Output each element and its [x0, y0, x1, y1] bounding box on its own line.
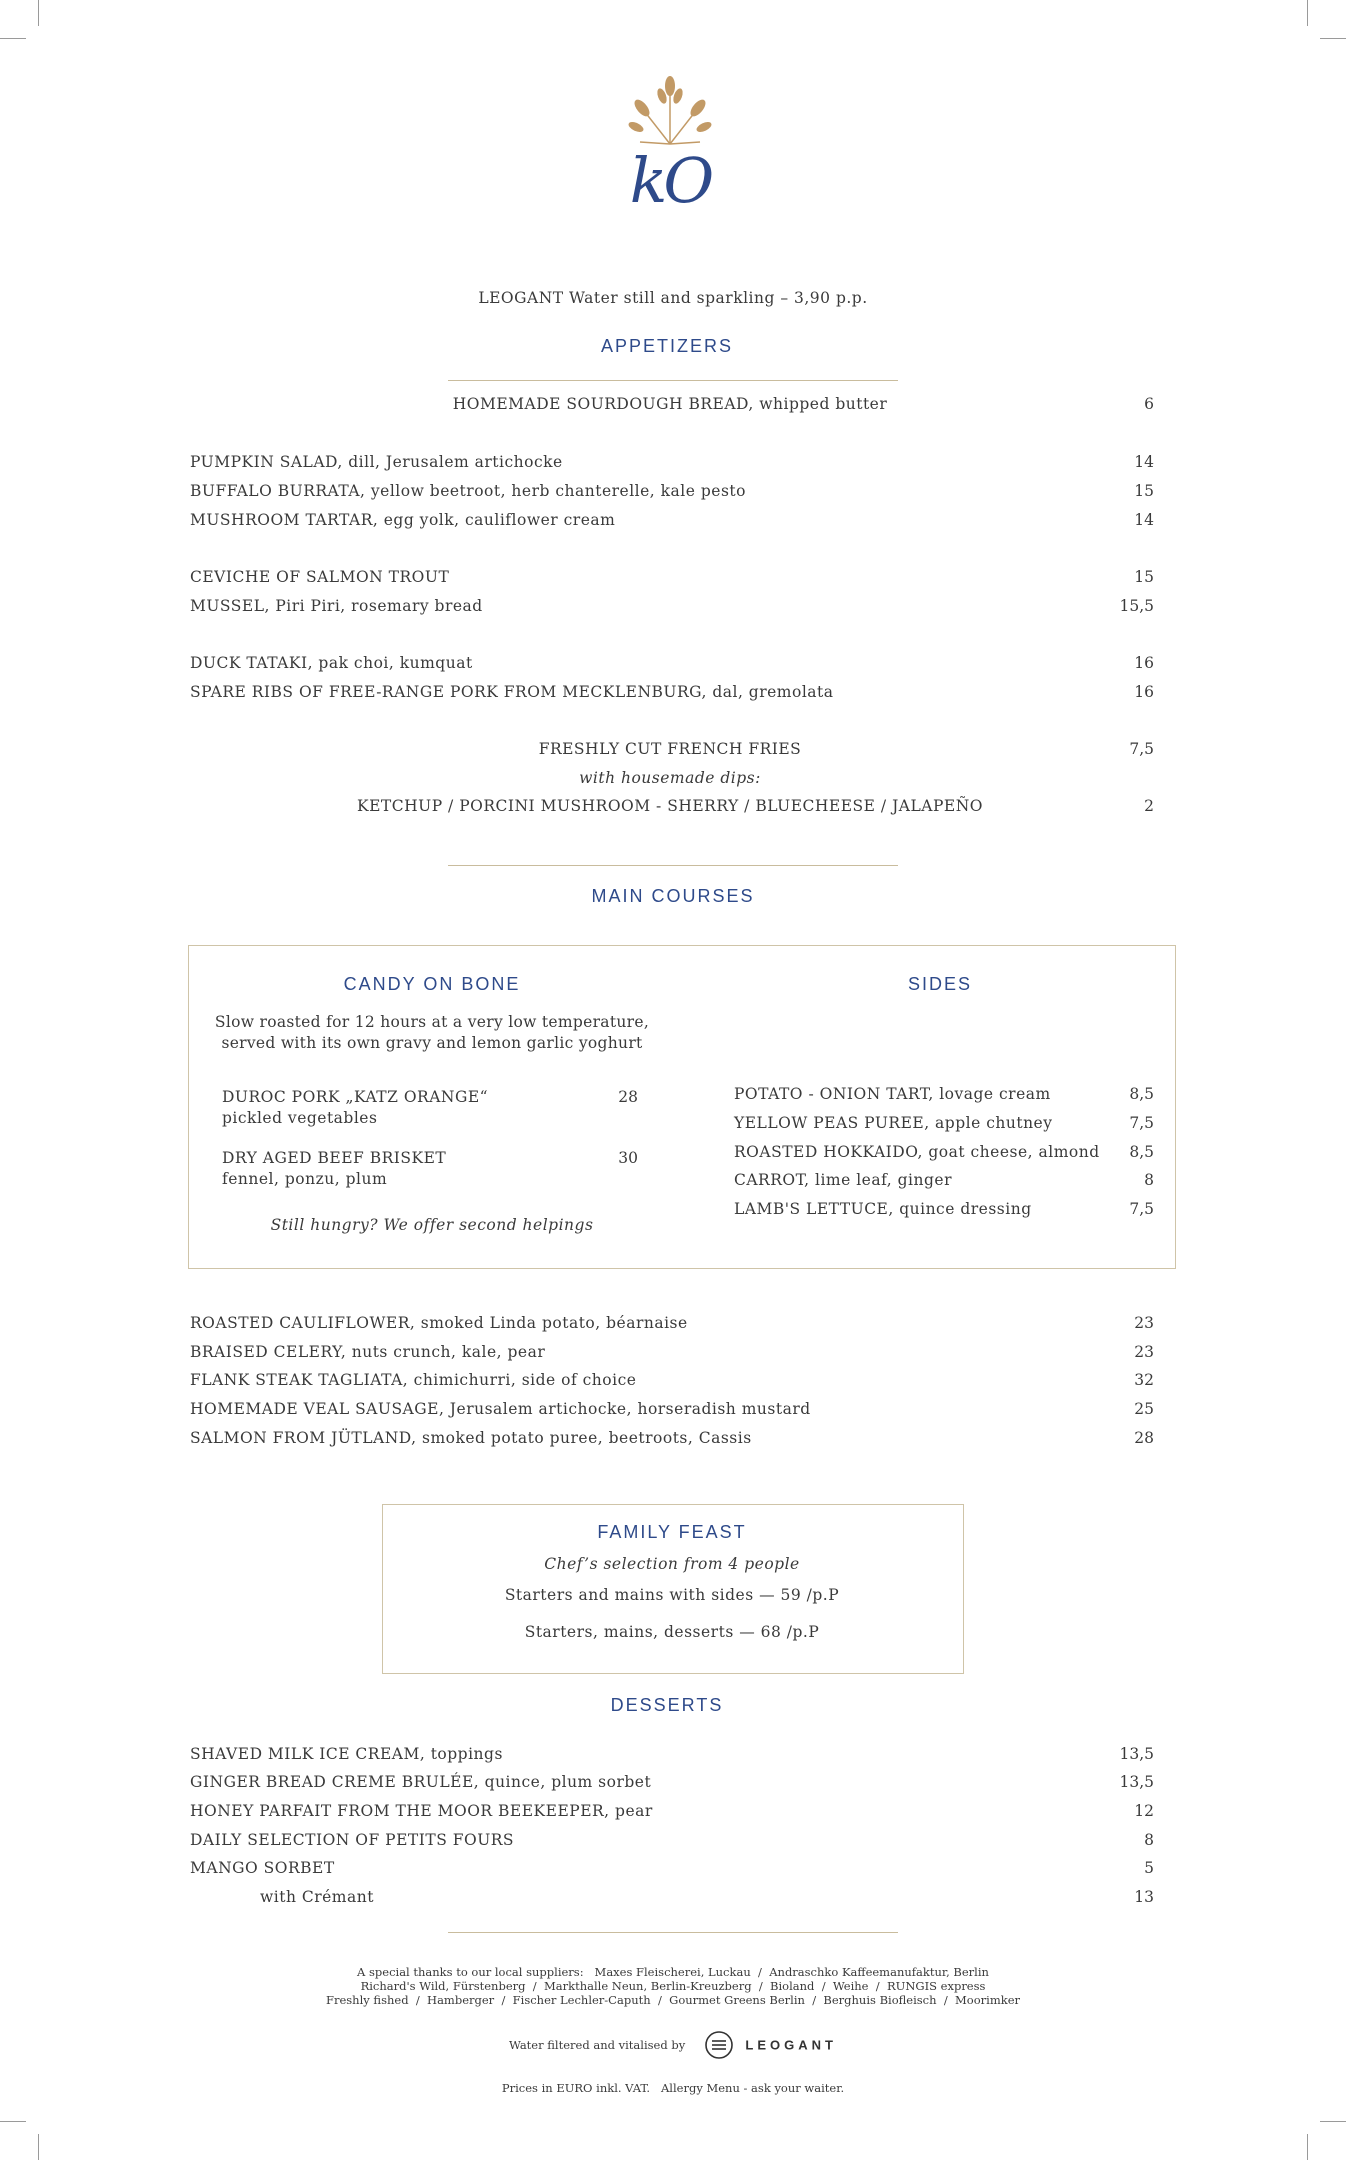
main-courses-heading: MAIN COURSES	[591, 886, 755, 906]
menu-item-name: HOMEMADE VEAL SAUSAGE, Jerusalem artichocke, horseradish mustard	[190, 1400, 811, 1418]
menu-item-price: 13	[1134, 1888, 1154, 1906]
crop-mark	[1307, 0, 1308, 26]
crop-mark	[38, 0, 39, 26]
family-feast-option: Starters and mains with sides — 59 /p.P	[504, 1586, 840, 1604]
appetizers-heading: APPETIZERS	[600, 336, 734, 356]
menu-item-price: 16	[1134, 683, 1154, 701]
candy-description: served with its own gravy and lemon garlic yoghurt	[221, 1034, 643, 1052]
menu-item-detail: pickled vegetables	[222, 1109, 378, 1127]
menu-item-price: 30	[618, 1149, 638, 1167]
menu-item-name: DRY AGED BEEF BRISKET	[222, 1149, 447, 1167]
side-item-name: ROASTED HOKKAIDO, goat cheese, almond	[734, 1143, 1100, 1161]
menu-item-price: 13,5	[1119, 1745, 1154, 1763]
divider	[448, 1932, 898, 1933]
water-line: LEOGANT Water still and sparkling – 3,90 p.p.	[478, 289, 868, 307]
menu-item-name: SHAVED MILK ICE CREAM, toppings	[190, 1745, 503, 1763]
family-feast-heading: FAMILY FEAST	[597, 1522, 747, 1542]
crop-mark	[1307, 2134, 1308, 2160]
dips-intro: with housemade dips:	[579, 769, 761, 787]
menu-item-price: 12	[1134, 1802, 1154, 1820]
side-item-price: 8,5	[1129, 1143, 1154, 1161]
side-item-name: CARROT, lime leaf, ginger	[734, 1171, 953, 1189]
crop-mark	[38, 2134, 39, 2160]
menu-item-name: BRAISED CELERY, nuts crunch, kale, pear	[190, 1343, 546, 1361]
menu-item-name: MUSHROOM TARTAR, egg yolk, cauliflower cream	[190, 511, 616, 529]
menu-item-name: FLANK STEAK TAGLIATA, chimichurri, side of choice	[190, 1371, 637, 1389]
menu-item-name: SPARE RIBS OF FREE-RANGE PORK FROM MECKLENBURG, dal, gremolata	[190, 683, 834, 701]
menu-item-price: 8	[1144, 1831, 1154, 1849]
side-item-price: 8,5	[1129, 1085, 1154, 1103]
menu-item-name: DAILY SELECTION OF PETITS FOURS	[190, 1831, 515, 1849]
menu-item-name: MUSSEL, Piri Piri, rosemary bread	[190, 597, 483, 615]
menu-item-price: 25	[1134, 1400, 1154, 1418]
side-item-name: LAMB'S LETTUCE, quince dressing	[734, 1200, 1032, 1218]
menu-item-price: 2	[1144, 797, 1154, 815]
menu-item-price: 13,5	[1119, 1773, 1154, 1791]
leogant-brand: LEOGANT	[745, 2037, 837, 2053]
menu-item-price: 14	[1134, 453, 1154, 471]
crop-mark	[0, 38, 26, 39]
menu-item-name: FRESHLY CUT FRENCH FRIES	[538, 740, 802, 758]
candy-on-bone-heading: CANDY ON BONE	[343, 974, 521, 994]
menu-item-name: DUROC PORK „KATZ ORANGE“	[222, 1088, 489, 1106]
sides-heading: SIDES	[907, 974, 973, 994]
suppliers-line: A special thanks to our local suppliers: Maxes Fleischerei, Luckau / Andraschko Kaffeemanufaktur, Berlin	[357, 1965, 989, 1979]
menu-item-detail: fennel, ponzu, plum	[222, 1170, 388, 1188]
menu-item-name: HONEY PARFAIT FROM THE MOOR BEEKEEPER, pear	[190, 1802, 653, 1820]
menu-item-price: 15,5	[1119, 597, 1154, 615]
menu-item-price: 15	[1134, 482, 1154, 500]
desserts-heading: DESSERTS	[610, 1695, 724, 1715]
suppliers-line: Freshly fished / Hamberger / Fischer Lechler-Caputh / Gourmet Greens Berlin / Berghuis Biofleisch / Moorimker	[325, 1993, 1020, 2007]
menu-item-price: 7,5	[1129, 740, 1154, 758]
family-feast-option: Starters, mains, desserts — 68 /p.P	[524, 1623, 820, 1641]
prices-note: Prices in EURO inkl. VAT. Allergy Menu - ask your waiter.	[501, 2081, 845, 2095]
side-item-name: YELLOW PEAS PUREE, apple chutney	[734, 1114, 1053, 1132]
menu-item-price: 14	[1134, 511, 1154, 529]
logo-text: kO	[629, 144, 711, 217]
side-item-price: 7,5	[1129, 1200, 1154, 1218]
menu-item-name: MANGO SORBET	[190, 1859, 335, 1877]
menu-item-name: KETCHUP / PORCINI MUSHROOM - SHERRY / BLUECHEESE / JALAPEÑO	[357, 797, 983, 815]
menu-item-name: SALMON FROM JÜTLAND, smoked potato puree, beetroots, Cassis	[190, 1429, 752, 1447]
menu-item-name: ROASTED CAULIFLOWER, smoked Linda potato, béarnaise	[190, 1314, 688, 1332]
menu-item-name: CEVICHE OF SALMON TROUT	[190, 568, 450, 586]
menu-item-price: 32	[1134, 1371, 1154, 1389]
menu-item-name: HOMEMADE SOURDOUGH BREAD, whipped butter	[452, 395, 888, 413]
suppliers-line: Richard's Wild, Fürstenberg / Markthalle Neun, Berlin-Kreuzberg / Bioland / Weihe / RUNGIS express	[360, 1979, 986, 1993]
crop-mark	[1320, 2121, 1346, 2122]
menu-item-price: 15	[1134, 568, 1154, 586]
menu-item-price: 28	[1134, 1429, 1154, 1447]
second-helpings-note: Still hungry? We offer second helpings	[270, 1216, 594, 1234]
water-filtered-text: Water filtered and vitalised by	[509, 2038, 686, 2052]
menu-item-price: 28	[618, 1088, 638, 1106]
water-filter-line	[0, 2030, 1346, 2060]
crop-mark	[0, 2121, 26, 2122]
divider	[448, 865, 898, 866]
family-feast-subtitle: Chef’s selection from 4 people	[544, 1555, 800, 1573]
menu-item-name: PUMPKIN SALAD, dill, Jerusalem artichocke	[190, 453, 563, 471]
menu-item-price: 5	[1144, 1859, 1154, 1877]
divider	[448, 380, 898, 381]
crop-mark	[1320, 38, 1346, 39]
leogant-logo-icon	[704, 2030, 734, 2060]
menu-item-name: GINGER BREAD CREME BRULÉE, quince, plum sorbet	[190, 1773, 652, 1791]
menu-item-price: 6	[1144, 395, 1154, 413]
menu-item-name: with Crémant	[260, 1888, 374, 1906]
candy-description: Slow roasted for 12 hours at a very low temperature,	[214, 1013, 650, 1031]
menu-item-name: DUCK TATAKI, pak choi, kumquat	[190, 654, 473, 672]
restaurant-logo	[600, 72, 740, 232]
side-item-name: POTATO - ONION TART, lovage cream	[734, 1085, 1051, 1103]
menu-item-price: 23	[1134, 1314, 1154, 1332]
menu-item-price: 16	[1134, 654, 1154, 672]
menu-item-price: 23	[1134, 1343, 1154, 1361]
side-item-price: 7,5	[1129, 1114, 1154, 1132]
menu-item-name: BUFFALO BURRATA, yellow beetroot, herb chanterelle, kale pesto	[190, 482, 746, 500]
side-item-price: 8	[1144, 1171, 1154, 1189]
